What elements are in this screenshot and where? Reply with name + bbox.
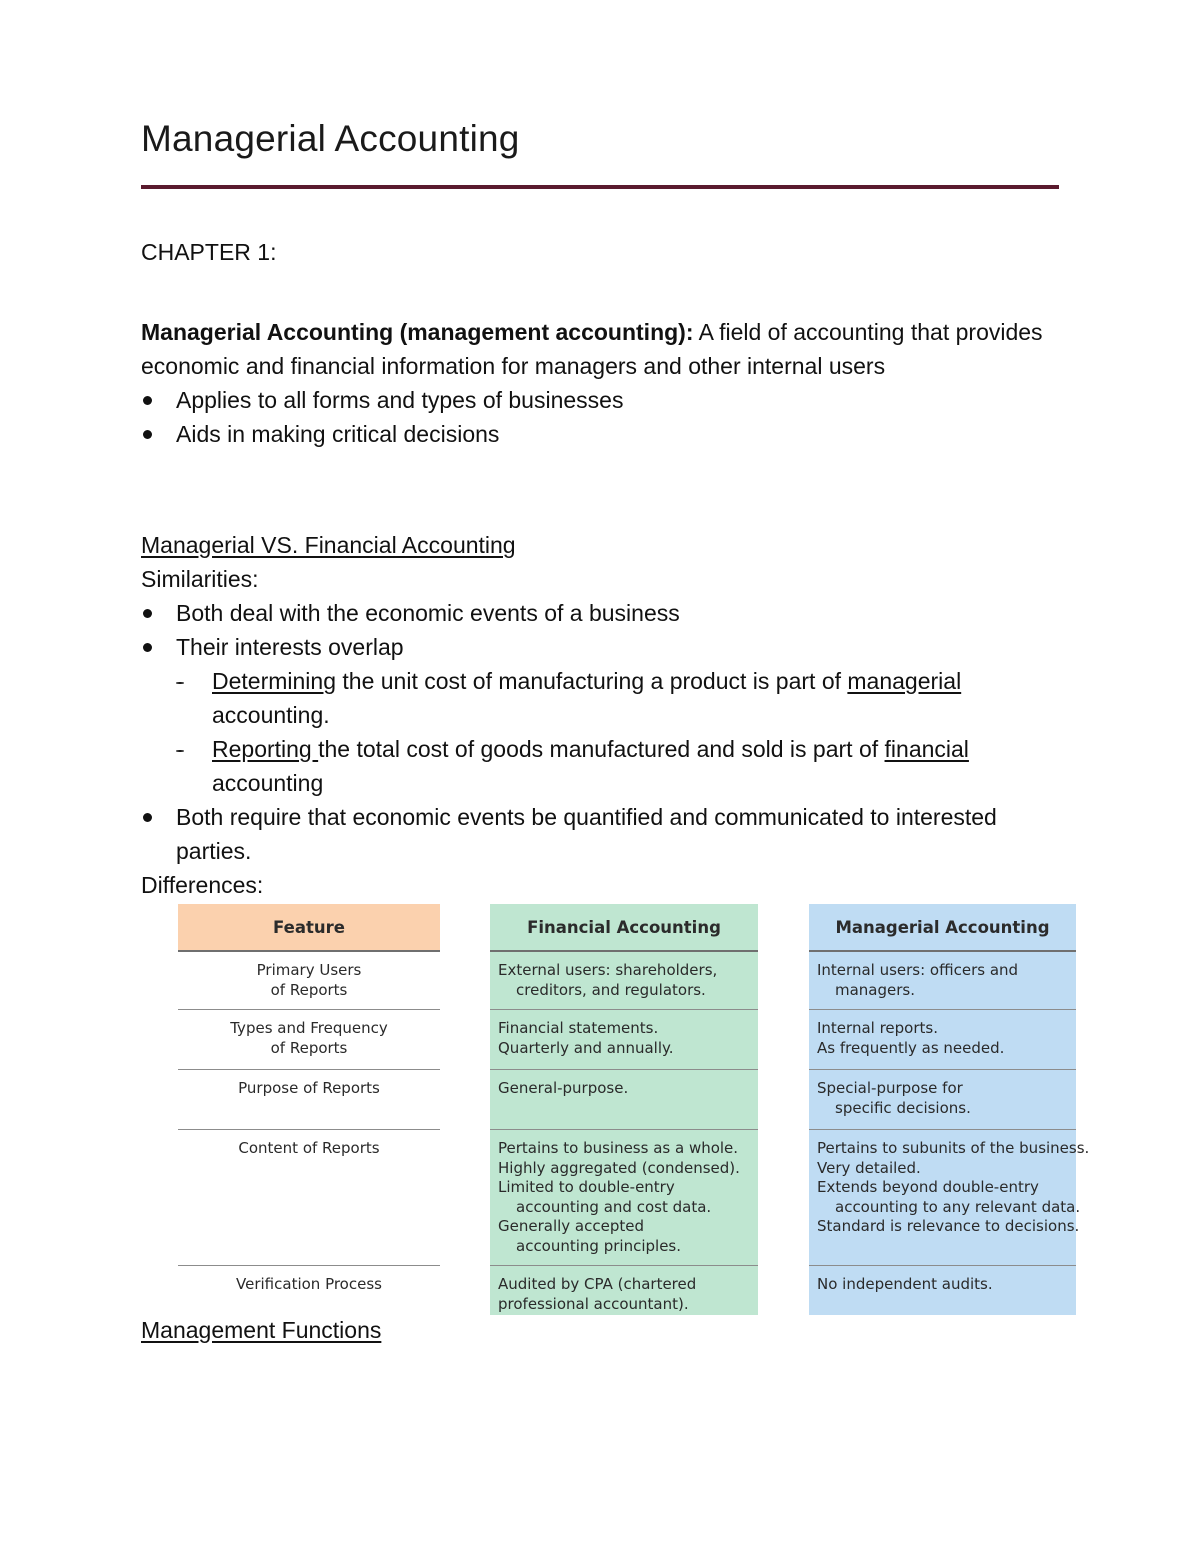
- financial-cell-types-frequency: [490, 1010, 758, 1070]
- cell-line: of Reports: [270, 980, 348, 999]
- cell-line: creditors, and regulators.: [516, 980, 706, 999]
- cell-line: Pertains to subunits of the business.: [817, 1139, 1090, 1157]
- comparison-heading: Managerial VS. Financial Accounting: [141, 532, 516, 558]
- definition-bullet-list: [141, 383, 1071, 451]
- cell-line: Types and Frequency: [230, 1019, 388, 1037]
- list-item: Applies to all forms and types of businesses: [141, 383, 1071, 417]
- cell-line: Primary Users: [256, 961, 362, 979]
- cell-line: Pertains to business as a whole.: [498, 1139, 739, 1157]
- definition-block: [141, 315, 1071, 451]
- sub-list-item: [176, 664, 1071, 732]
- financial-cell-purpose: [490, 1070, 758, 1130]
- cell-line: Internal users: officers and: [817, 961, 1019, 979]
- cell-line: Special-purpose for: [817, 1079, 963, 1097]
- definition-text: A field of accounting that provides economic and financial information for managers and other internal users: [141, 319, 1043, 379]
- document-title: Managerial Accounting: [141, 118, 520, 159]
- cell-line: Internal reports.: [817, 1019, 938, 1037]
- management-functions-heading: Management Functions: [141, 1317, 382, 1343]
- feature-column: [178, 904, 440, 1317]
- sub-item-text: the total cost of goods manufactured and sold is part of: [318, 736, 885, 762]
- cell-line: Standard is relevance to decisions.: [817, 1217, 1080, 1235]
- cell-line: professional accountant).: [498, 1294, 689, 1313]
- cell-line: accounting to any relevant data.: [835, 1197, 1081, 1216]
- cell-line: Audited by CPA (chartered: [498, 1275, 697, 1293]
- financial-header: Financial Accounting: [490, 904, 758, 952]
- sub-item-text: the unit cost of manufacturing a product is part of: [336, 668, 848, 694]
- differences-label: Differences:: [141, 872, 264, 898]
- similarities-list: [141, 596, 1071, 868]
- financial-accounting-column: [490, 904, 758, 1315]
- managerial-accounting-column: [809, 904, 1090, 1315]
- cell-line: Purpose of Reports: [238, 1079, 380, 1097]
- cell-line: Highly aggregated (condensed).: [498, 1158, 740, 1177]
- cell-line: General-purpose.: [498, 1079, 629, 1097]
- financial-cell-content: [490, 1130, 758, 1266]
- cell-line: Financial statements.: [498, 1019, 659, 1037]
- comparison-section: [141, 528, 1071, 902]
- cell-line: As frequently as needed.: [817, 1038, 1005, 1057]
- cell-line: accounting principles.: [516, 1236, 681, 1255]
- feature-cell-purpose: [178, 1070, 440, 1130]
- cell-line: External users: shareholders,: [498, 961, 718, 979]
- definition-paragraph: [141, 315, 1071, 383]
- feature-header: Feature: [178, 904, 440, 952]
- cell-line: of Reports: [270, 1038, 348, 1057]
- financial-cell-verification: [490, 1266, 758, 1317]
- managerial-cell-purpose: [809, 1070, 1076, 1130]
- underlined-term: financial: [884, 736, 969, 762]
- cell-line: accounting and cost data.: [516, 1197, 712, 1216]
- list-item: Aids in making critical decisions: [141, 417, 1071, 451]
- cell-line: Limited to double-entry: [498, 1178, 675, 1196]
- sub-item-text: accounting: [212, 770, 324, 796]
- title-divider: [141, 185, 1059, 189]
- list-item-text: Their interests overlap: [176, 634, 404, 660]
- feature-cell-types-frequency: [178, 1010, 440, 1070]
- list-item: [141, 630, 1071, 800]
- cell-line: Extends beyond double-entry: [817, 1178, 1039, 1196]
- feature-cell-verification: [178, 1266, 440, 1317]
- cell-line: Content of Reports: [238, 1139, 380, 1157]
- managerial-header: Managerial Accounting: [809, 904, 1076, 952]
- cell-line: Very detailed.: [817, 1158, 921, 1177]
- similarities-label: Similarities:: [141, 566, 259, 592]
- sub-list-item: [176, 732, 1071, 800]
- underlined-term: Determining: [212, 668, 336, 694]
- feature-cell-primary-users: [178, 952, 440, 1010]
- managerial-cell-primary-users: [809, 952, 1076, 1010]
- list-item: Both deal with the economic events of a business: [141, 596, 1071, 630]
- managerial-cell-verification: [809, 1266, 1076, 1317]
- underlined-term: Reporting: [212, 736, 319, 762]
- managerial-cell-content: [809, 1130, 1090, 1266]
- cell-line: No independent audits.: [817, 1275, 993, 1293]
- financial-cell-primary-users: [490, 952, 758, 1010]
- chapter-label: CHAPTER 1:: [141, 239, 277, 265]
- definition-term: Managerial Accounting (management accounting):: [141, 319, 694, 345]
- underlined-term: managerial: [847, 668, 962, 694]
- cell-line: Quarterly and annually.: [498, 1038, 674, 1057]
- cell-line: specific decisions.: [835, 1098, 971, 1117]
- cell-line: managers.: [835, 980, 916, 999]
- cell-line: Verification Process: [236, 1275, 382, 1293]
- feature-cell-content: [178, 1130, 440, 1266]
- sub-item-text: accounting.: [212, 702, 330, 728]
- list-item: Both require that economic events be quantified and communicated to interested parties.: [141, 800, 1071, 868]
- overlap-sublist: [176, 664, 1071, 800]
- managerial-cell-types-frequency: [809, 1010, 1076, 1070]
- cell-line: Generally accepted: [498, 1217, 644, 1235]
